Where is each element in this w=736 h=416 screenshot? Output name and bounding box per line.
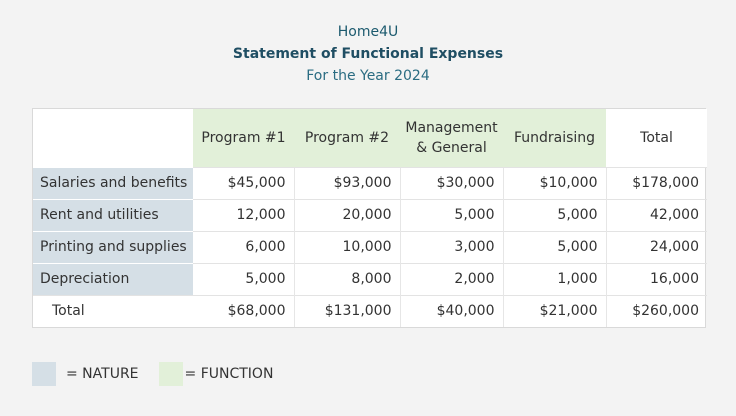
table-cell: $45,000	[193, 167, 294, 199]
table-row	[33, 231, 707, 263]
table-cell: 5,000	[503, 231, 606, 263]
total-row-label: Total	[33, 295, 193, 327]
table-cell: 24,000	[606, 231, 707, 263]
legend	[32, 362, 293, 386]
function-legend-label: = FUNCTION	[184, 366, 274, 382]
column-header-fundraising: Fundraising	[503, 109, 606, 167]
column-header-program-2: Program #2	[294, 109, 400, 167]
table-cell: $131,000	[294, 295, 400, 327]
row-label: Salaries and benefits	[33, 167, 193, 199]
table-cell: $178,000	[606, 167, 707, 199]
table-cell: 5,000	[400, 199, 503, 231]
nature-legend-label: = NATURE	[66, 366, 139, 382]
table-cell: 5,000	[503, 199, 606, 231]
statement-period: For the Year 2024	[306, 68, 430, 84]
table-cell: 6,000	[193, 231, 294, 263]
column-header-total: Total	[606, 109, 707, 167]
table-cell: 2,000	[400, 263, 503, 295]
table-cell: 1,000	[503, 263, 606, 295]
table-cell: 10,000	[294, 231, 400, 263]
table-cell: 3,000	[400, 231, 503, 263]
table-cell: $93,000	[294, 167, 400, 199]
table-row	[33, 167, 707, 199]
column-header-management-general: Management & General	[400, 109, 503, 167]
table-cell: 42,000	[606, 199, 707, 231]
table-cell: 8,000	[294, 263, 400, 295]
statement-header	[0, 22, 736, 86]
function-swatch	[159, 362, 183, 386]
row-label: Printing and supplies	[33, 231, 193, 263]
nature-swatch	[32, 362, 56, 386]
table-cell: 5,000	[193, 263, 294, 295]
header-blank-cell	[33, 109, 193, 167]
table-cell: $10,000	[503, 167, 606, 199]
total-row	[33, 295, 707, 327]
table-header-row	[33, 109, 707, 167]
organization-name: Home4U	[337, 24, 399, 40]
table-cell: 20,000	[294, 199, 400, 231]
table-cell: $30,000	[400, 167, 503, 199]
column-header-program-1: Program #1	[193, 109, 294, 167]
table-cell: 16,000	[606, 263, 707, 295]
row-label: Rent and utilities	[33, 199, 193, 231]
table-row	[33, 263, 707, 295]
table-cell: $40,000	[400, 295, 503, 327]
table-cell: $21,000	[503, 295, 606, 327]
functional-expenses-table	[32, 108, 706, 328]
table-cell: 12,000	[193, 199, 294, 231]
statement-title: Statement of Functional Expenses	[232, 46, 504, 62]
row-label: Depreciation	[33, 263, 193, 295]
table-cell: $260,000	[606, 295, 707, 327]
table-cell: $68,000	[193, 295, 294, 327]
table-row	[33, 199, 707, 231]
